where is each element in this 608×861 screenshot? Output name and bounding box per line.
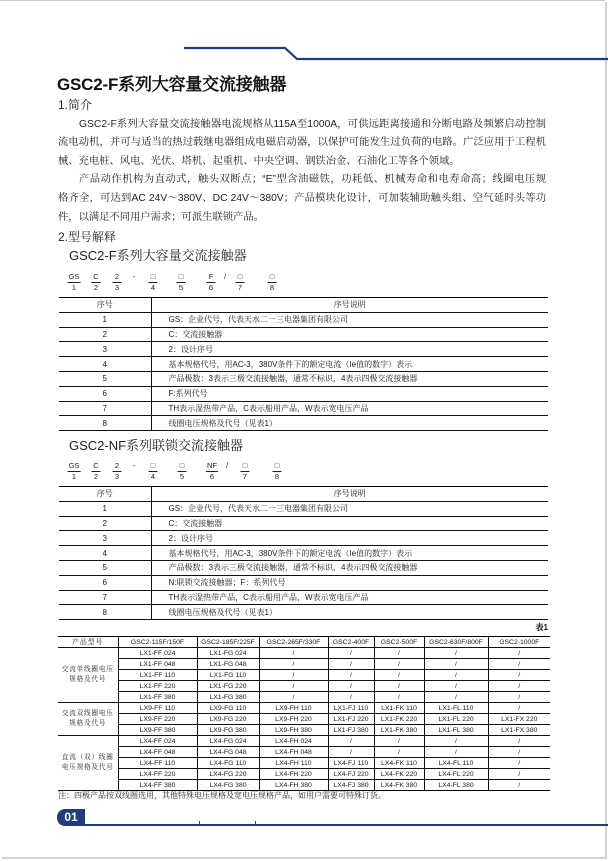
coil-code-cell: LX1-FJ 380 (328, 725, 374, 736)
coil-code-cell: LX1-FX 220 (488, 714, 550, 725)
empty-cell: / (259, 692, 328, 703)
empty-cell: / (424, 736, 488, 747)
coil-code-cell: LX9-FG 380 (197, 725, 259, 736)
number-cell: 5 (59, 371, 151, 386)
empty-cell: / (374, 736, 424, 747)
coil-code-cell: LX4-FF 110 (118, 758, 197, 769)
coil-code-cell: LX4-FJ 380 (328, 780, 374, 791)
empty-cell: / (488, 648, 550, 659)
column-header-number: 序号 (59, 298, 151, 313)
table-row (58, 659, 550, 670)
model-code-segment (149, 272, 158, 293)
empty-cell: / (328, 736, 374, 747)
number-cell: 2 (59, 516, 151, 531)
paragraph-line: 格齐全，可达到AC 24V～380V、DC 24V～380V；产品模块化设计，可加装辅助触头组、空气延时头等功 (58, 193, 546, 205)
segment-code: NF (207, 461, 217, 470)
number-cell: 6 (59, 575, 151, 590)
segment-code: □ (273, 461, 282, 472)
table-row (58, 681, 550, 692)
segment-position: 1 (71, 283, 77, 292)
segment-code: □ (149, 461, 158, 472)
coil-code-cell: LX4-FG 048 (197, 747, 259, 758)
coil-code-cell: LX1-FF 220 (118, 681, 197, 692)
model-code-segment (113, 461, 122, 482)
table-row (59, 531, 548, 546)
column-header: GSC2-115F/150F (118, 637, 197, 648)
coil-code-cell: LX9-FF 380 (118, 725, 197, 736)
model-code-segment (68, 272, 81, 293)
coil-code-cell: LX4-FF 220 (118, 769, 197, 780)
description-cell: 线圈电压规格及代号（见表1） (151, 416, 548, 431)
page-number: 01 (64, 810, 78, 824)
group-label-line: 规格及代号 (69, 676, 107, 683)
segment-code: □ (177, 272, 186, 283)
coil-code-cell: LX1-FL 380 (424, 725, 488, 736)
table-row (58, 670, 550, 681)
empty-cell: / (328, 681, 374, 692)
table-row (58, 714, 550, 725)
description-cell: C：交流接触器 (151, 327, 548, 342)
column-header: GSC2-400F (328, 637, 374, 648)
table-row (59, 416, 548, 431)
number-cell: 4 (59, 357, 151, 372)
paragraph-line: 流电动机，并可与适当的热过载继电器组成电磁启动器，以保护可能发生过负荷的电路。广泛应用于工程机 (58, 137, 546, 149)
empty-cell: / (374, 692, 424, 703)
segment-code: □ (178, 461, 187, 472)
column-header: 产品型号 (58, 637, 118, 648)
description-cell: 2：设计序号 (151, 531, 548, 546)
intro-paragraphs (58, 116, 546, 228)
coil-code-cell: LX9-FF 110 (118, 703, 197, 714)
model-code-2 (0, 461, 608, 483)
coil-code-cell: LX1-FL 220 (424, 714, 488, 725)
segment-position: 5 (178, 283, 184, 292)
model-code-segment (178, 461, 187, 482)
number-cell: 8 (59, 605, 151, 620)
empty-cell: / (488, 659, 550, 670)
subtitle-gsc2-f: GSC2-F系列大容量交流接触器 (69, 248, 247, 263)
model-code-separator (223, 461, 232, 472)
description-cell: GS：企业代号，代表天水二一三电器集团有限公司 (151, 312, 548, 327)
empty-cell: / (488, 780, 550, 791)
table-row (58, 703, 550, 714)
number-cell: 3 (59, 531, 151, 546)
column-header-description: 序号说明 (151, 487, 548, 502)
empty-cell: / (424, 692, 488, 703)
coil-code-cell: LX1-FJ 110 (328, 703, 374, 714)
coil-code-cell: LX1-FK 220 (374, 714, 424, 725)
coil-code-cell: LX9-FH 380 (259, 725, 328, 736)
table-header-row (59, 487, 548, 502)
empty-cell: / (328, 670, 374, 681)
description-cell: C：交流接触器 (151, 516, 548, 531)
coil-code-cell: LX4-FK 110 (374, 758, 424, 769)
table-row (59, 546, 548, 561)
paragraph (58, 116, 546, 172)
table-row (59, 312, 548, 327)
table-row (59, 401, 548, 416)
description-cell: 产品极数：3表示三极交流接触器，通常不标识，4表示四极交流接触器 (151, 371, 548, 386)
number-cell: 2 (59, 327, 151, 342)
empty-cell: / (328, 659, 374, 670)
group-label-line: 直流（双）线圈 (61, 754, 114, 761)
paragraph-line: 械、充电桩、风电、光伏、塔机、起重机、中央空调、钢铁冶金、石油化工等各个领域。 (58, 155, 460, 167)
coil-code-cell: LX1-FG 220 (197, 681, 259, 692)
model-code-segment (113, 272, 122, 293)
coil-code-cell: LX9-FH 110 (259, 703, 328, 714)
section-heading-intro: 1.简介 (58, 98, 93, 112)
coil-code-cell: LX4-FK 380 (374, 780, 424, 791)
group-label-line: 规格及代号 (69, 720, 107, 727)
segment-position: 4 (150, 283, 156, 292)
description-cell: 2：设计序号 (151, 342, 548, 357)
footer-rule (85, 824, 608, 826)
separator-symbol: - (132, 272, 136, 281)
model-code-segment (92, 461, 101, 482)
paragraph (58, 171, 546, 227)
empty-cell: / (259, 659, 328, 670)
empty-cell: / (488, 703, 550, 714)
table-label: 表1 (535, 623, 548, 632)
number-cell: 1 (59, 501, 151, 516)
footnote: 注：四极产品按双线圈选用，其他特殊电压规格及宽电压规格产品，如用户需要可特殊订货。 (58, 791, 386, 800)
model-code-segment (236, 272, 245, 293)
description-cell: 产品极数：3表示三极交流接触器，通常不标识，4表示四极交流接触器 (151, 560, 548, 575)
coil-code-cell: LX1-FL 110 (424, 703, 488, 714)
model-code-segment (268, 272, 277, 293)
coil-code-cell: LX1-FG 380 (197, 692, 259, 703)
table-header-row (58, 637, 550, 648)
empty-cell: / (424, 747, 488, 758)
segment-position: 3 (114, 283, 120, 292)
empty-cell: / (488, 736, 550, 747)
table-row (59, 342, 548, 357)
segment-position: 8 (274, 472, 280, 481)
model-code-separator (130, 272, 139, 283)
segment-code: 2 (113, 272, 122, 283)
table-row (59, 371, 548, 386)
number-cell: 5 (59, 560, 151, 575)
group-label-line: 电压规格及代号 (61, 764, 114, 771)
subtitle-gsc2-nf: GSC2-NF系列联锁交流接触器 (69, 438, 244, 453)
segment-code: □ (268, 272, 277, 283)
coil-code-cell: LX4-FG 024 (197, 736, 259, 747)
coil-code-cell: LX4-FF 048 (118, 747, 197, 758)
empty-cell: / (259, 681, 328, 692)
group-label-cell (58, 703, 118, 736)
coil-code-cell: LX1-FF 110 (118, 670, 197, 681)
empty-cell: / (328, 648, 374, 659)
table-row (59, 605, 548, 620)
description-cell: N:联锁交流接触器；F：系列代号 (151, 575, 548, 590)
section-heading-model: 2.型号解释 (58, 230, 117, 244)
segment-position: 2 (93, 283, 99, 292)
segment-code: F (207, 272, 216, 283)
segment-position: 6 (208, 283, 214, 292)
description-cell: 基本规格代号，用AC-3，380V条件下的额定电流（Ie值的数字）表示 (151, 357, 548, 372)
footer-tick-mark (199, 821, 200, 824)
coil-code-cell: LX4-FG 380 (197, 780, 259, 791)
segment-position: 3 (114, 472, 120, 481)
segment-code: GS (68, 461, 80, 470)
segment-position: 5 (179, 472, 185, 481)
model-code-segment (68, 461, 81, 482)
number-cell: 7 (59, 590, 151, 605)
coil-code-cell: LX1-FJ 220 (328, 714, 374, 725)
paragraph-line: 件，以满足不同用户需求；可派生联锁产品。 (58, 211, 264, 223)
segment-code: □ (241, 461, 250, 472)
model-code-segment (92, 272, 101, 293)
group-label-line: 交流双线圈电压 (61, 710, 114, 717)
table-row (59, 357, 548, 372)
description-cell: 线圈电压规格及代号（见表1） (151, 605, 548, 620)
column-header: GSC2-500F (374, 637, 424, 648)
segment-code: GS (68, 272, 80, 281)
empty-cell: / (328, 692, 374, 703)
coil-code-cell: LX4-FF 024 (118, 736, 197, 747)
separator-symbol: - (132, 461, 136, 470)
empty-cell: / (424, 681, 488, 692)
segment-position: 7 (242, 472, 248, 481)
coil-code-cell: LX1-FK 110 (374, 703, 424, 714)
model-code-segment (177, 272, 186, 293)
segment-code: C (93, 272, 99, 281)
coil-code-cell: LX9-FG 110 (197, 703, 259, 714)
page-number-badge (57, 809, 85, 826)
paragraph-line: GSC2-F系列大容量交流接触器电流规格从115A至1000A，可供远距离接通和分断电路及频繁启动控制 (79, 118, 546, 130)
coil-code-cell: LX4-FH 380 (259, 780, 328, 791)
separator-symbol: / (225, 461, 229, 470)
coil-code-cell: LX4-FK 220 (374, 769, 424, 780)
code-table-2 (59, 486, 548, 620)
segment-code: C (93, 461, 99, 470)
model-code-separator (221, 272, 230, 283)
column-header-description: 序号说明 (151, 298, 548, 313)
description-cell: TH表示湿热带产品，C表示船用产品，W表示宽电压产品 (151, 401, 548, 416)
coil-code-cell: LX9-FG 220 (197, 714, 259, 725)
empty-cell: / (259, 670, 328, 681)
table-row (59, 386, 548, 401)
coil-code-cell: LX1-FK 380 (374, 725, 424, 736)
segment-position: 2 (93, 472, 99, 481)
coil-code-cell: LX1-FF 380 (118, 692, 197, 703)
empty-cell: / (424, 670, 488, 681)
empty-cell: / (328, 747, 374, 758)
group-label-cell (58, 736, 118, 791)
empty-cell: / (374, 670, 424, 681)
segment-code: 2 (113, 461, 122, 472)
model-code-segment (207, 272, 216, 293)
group-label-cell (58, 648, 118, 703)
segment-position: 8 (269, 283, 275, 292)
model-code-segment (149, 461, 158, 482)
model-code-1 (0, 272, 608, 294)
table-row (59, 575, 548, 590)
table-row (58, 725, 550, 736)
coil-code-cell: LX4-FJ 110 (328, 758, 374, 769)
separator-symbol: / (223, 272, 227, 281)
segment-position: 6 (209, 472, 215, 481)
coil-code-cell: LX4-FH 110 (259, 758, 328, 769)
coil-code-cell: LX1-FF 024 (118, 648, 197, 659)
empty-cell: / (374, 681, 424, 692)
coil-code-cell: LX1-FX 380 (488, 725, 550, 736)
coil-code-cell: LX4-FL 110 (424, 758, 488, 769)
number-cell: 7 (59, 401, 151, 416)
table-row (58, 736, 550, 747)
coil-code-cell: LX4-FH 024 (259, 736, 328, 747)
empty-cell: / (488, 681, 550, 692)
paragraph-line: 产品动作机构为直动式，触头双断点；“E”型含油磁铁，功耗低、机械寿命和电寿命高；线圈电压规 (79, 174, 546, 186)
table-row (58, 769, 550, 780)
model-code-segment (241, 461, 250, 482)
segment-code: □ (149, 272, 158, 283)
coil-code-cell: LX1-FG 110 (197, 670, 259, 681)
table-row (59, 590, 548, 605)
column-header-number: 序号 (59, 487, 151, 502)
table-header-row (59, 298, 548, 313)
segment-position: 7 (237, 283, 243, 292)
column-header: GSC2-1000F (488, 637, 550, 648)
header-rule (0, 41, 608, 65)
segment-position: 1 (71, 472, 77, 481)
code-table-1 (59, 297, 548, 431)
table-row (58, 747, 550, 758)
coil-code-cell: LX1-FG 048 (197, 659, 259, 670)
empty-cell: / (374, 648, 424, 659)
coil-code-cell: LX4-FG 220 (197, 769, 259, 780)
coil-code-cell: LX4-FF 380 (118, 780, 197, 791)
table-row (59, 560, 548, 575)
description-cell: GS：企业代号，代表天水二一三电器集团有限公司 (151, 501, 548, 516)
coil-code-cell: LX4-FL 220 (424, 769, 488, 780)
segment-position: 4 (150, 472, 156, 481)
empty-cell: / (488, 758, 550, 769)
column-header: GSC2-185F/225F (197, 637, 259, 648)
segment-code: □ (236, 272, 245, 283)
number-cell: 8 (59, 416, 151, 431)
table-row (58, 692, 550, 703)
coil-code-cell: LX1-FF 048 (118, 659, 197, 670)
empty-cell: / (374, 747, 424, 758)
empty-cell: / (488, 670, 550, 681)
coil-code-cell: LX9-FF 220 (118, 714, 197, 725)
coil-code-cell: LX4-FG 110 (197, 758, 259, 769)
table-row (59, 501, 548, 516)
number-cell: 1 (59, 312, 151, 327)
table-row (58, 758, 550, 769)
empty-cell: / (488, 769, 550, 780)
model-code-separator (130, 461, 139, 472)
coil-code-cell: LX4-FH 220 (259, 769, 328, 780)
coil-code-cell: LX4-FJ 220 (328, 769, 374, 780)
page-title: GSC2-F系列大容量交流接触器 (57, 75, 287, 94)
group-label-line: 交流单线圈电压 (61, 666, 114, 673)
description-cell: F:系列代号 (151, 386, 548, 401)
table-row (59, 327, 548, 342)
empty-cell: / (259, 648, 328, 659)
coil-voltage-table (58, 636, 550, 791)
column-header: GSC2-265F/330F (259, 637, 328, 648)
number-cell: 4 (59, 546, 151, 561)
description-cell: TH表示湿热带产品，C表示船用产品，W表示宽电压产品 (151, 590, 548, 605)
header-rule-line (184, 48, 608, 59)
empty-cell: / (424, 659, 488, 670)
number-cell: 3 (59, 342, 151, 357)
empty-cell: / (488, 747, 550, 758)
description-cell: 基本规格代号，用AC-3，380V条件下的额定电流（Ie值的数字）表示 (151, 546, 548, 561)
coil-code-cell: LX4-FH 048 (259, 747, 328, 758)
column-header: GSC2-630F/800F (424, 637, 488, 648)
coil-code-cell: LX9-FH 220 (259, 714, 328, 725)
empty-cell: / (374, 659, 424, 670)
coil-code-cell: LX1-FG 024 (197, 648, 259, 659)
table-row (59, 516, 548, 531)
coil-code-cell: LX4-FL 380 (424, 780, 488, 791)
model-code-segment (273, 461, 282, 482)
table-row (58, 780, 550, 791)
number-cell: 6 (59, 386, 151, 401)
footer-tick-mark (255, 821, 256, 824)
empty-cell: / (488, 692, 550, 703)
table-row (58, 648, 550, 659)
empty-cell: / (424, 648, 488, 659)
model-code-segment (206, 461, 218, 482)
